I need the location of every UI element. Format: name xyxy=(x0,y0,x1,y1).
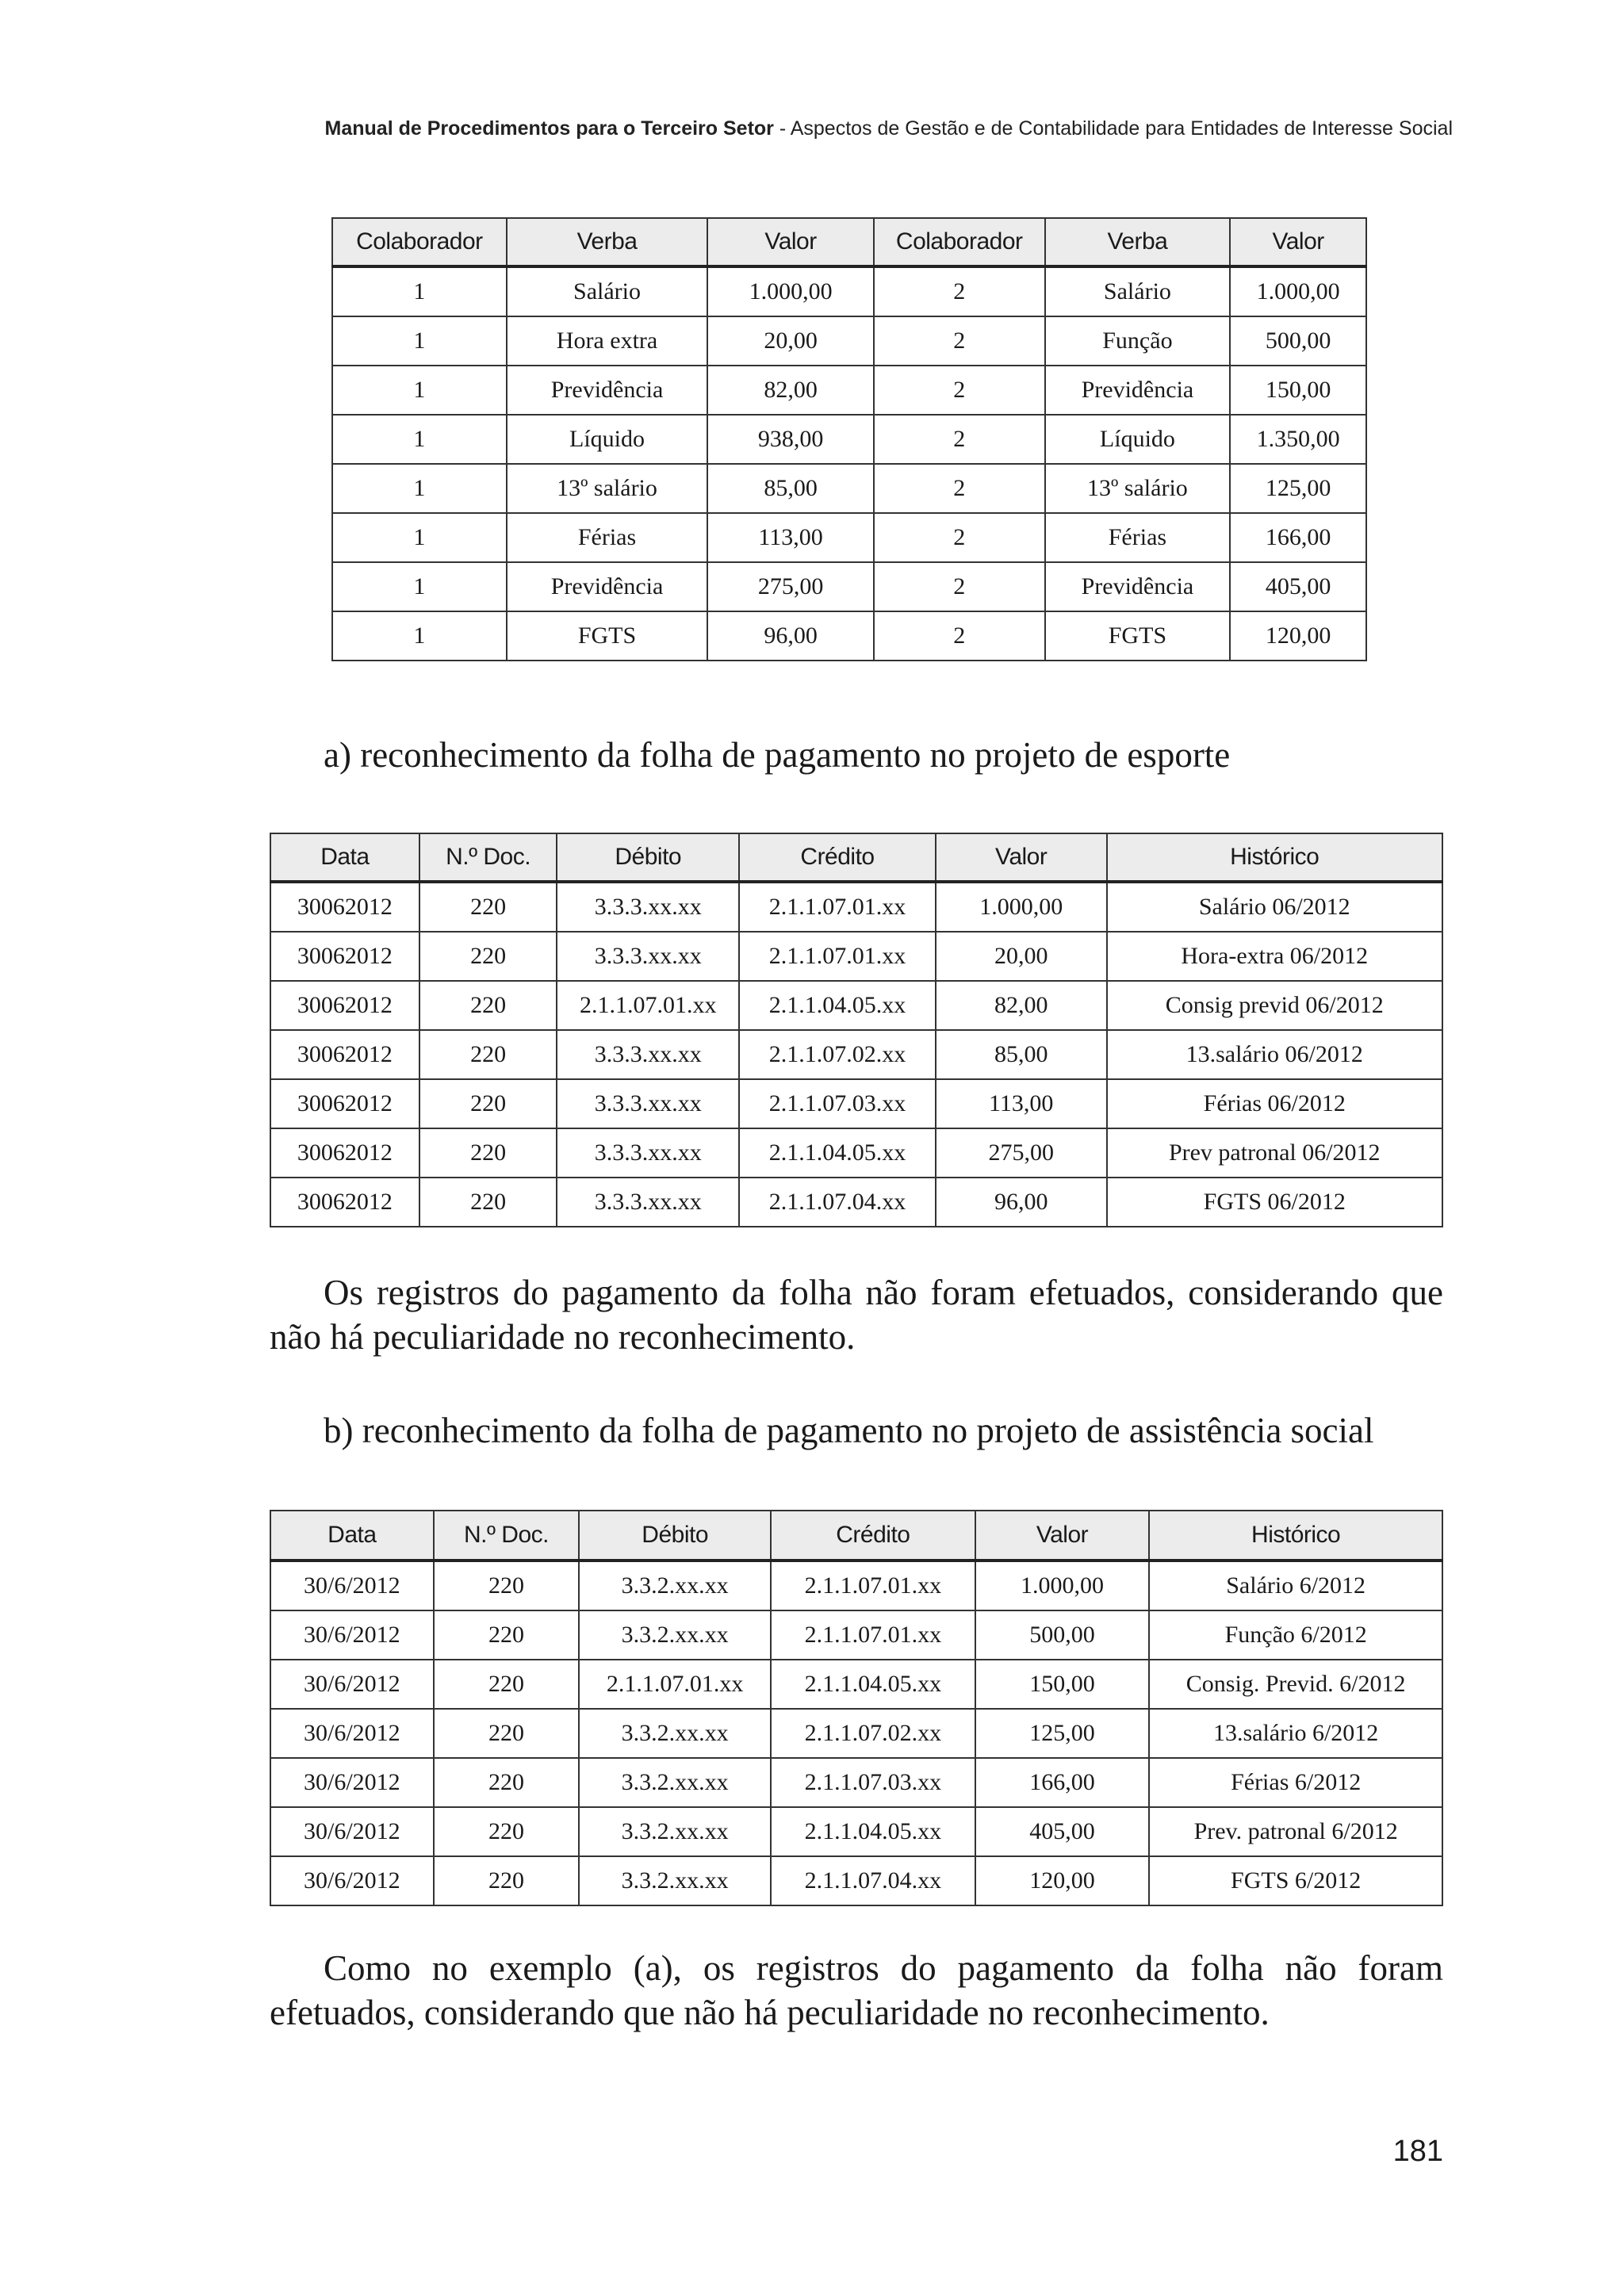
column-header: Valor xyxy=(936,833,1107,882)
table-row xyxy=(332,366,1366,415)
table-cell: 2 xyxy=(874,316,1045,366)
table-cell: Prev patronal 06/2012 xyxy=(1107,1128,1443,1178)
table-cell: 2.1.1.07.04.xx xyxy=(739,1178,936,1227)
column-header: Data xyxy=(270,1511,434,1561)
section-heading-b: b) reconhecimento da folha de pagamento no projeto de assistência social xyxy=(324,1411,1374,1450)
journal-entries-sports-table xyxy=(270,833,1443,1227)
table-cell: 30/6/2012 xyxy=(270,1660,434,1709)
column-header: Crédito xyxy=(771,1511,975,1561)
journal-entries-social-table xyxy=(270,1510,1443,1906)
table-cell: 120,00 xyxy=(1230,611,1366,661)
table-cell: 1.000,00 xyxy=(975,1561,1150,1610)
table-cell: 2.1.1.04.05.xx xyxy=(771,1807,975,1856)
table-cell: Salário xyxy=(507,266,708,316)
column-header: Valor xyxy=(707,218,874,266)
running-header xyxy=(317,117,1453,140)
table-cell: Férias xyxy=(1045,513,1231,562)
table-cell: 3.3.3.xx.xx xyxy=(557,882,739,932)
table-cell: 2 xyxy=(874,366,1045,415)
table-cell: 3.3.2.xx.xx xyxy=(579,1561,771,1610)
table-cell: 30/6/2012 xyxy=(270,1709,434,1758)
table-cell: 220 xyxy=(434,1807,580,1856)
table-cell: 2 xyxy=(874,611,1045,661)
table-row xyxy=(270,932,1442,981)
table-cell: 1 xyxy=(332,562,507,611)
table-cell: Hora extra xyxy=(507,316,708,366)
column-header: Verba xyxy=(1045,218,1231,266)
column-header: N.º Doc. xyxy=(419,833,557,882)
column-header: N.º Doc. xyxy=(434,1511,580,1561)
table-cell: 30062012 xyxy=(270,882,419,932)
table-cell: 1 xyxy=(332,415,507,464)
table-row xyxy=(270,1128,1442,1178)
table-cell: 96,00 xyxy=(936,1178,1107,1227)
table-row xyxy=(332,611,1366,661)
table-cell: Salário xyxy=(1045,266,1231,316)
table-cell: 2.1.1.07.02.xx xyxy=(771,1709,975,1758)
table-row xyxy=(270,1856,1442,1905)
table-cell: FGTS xyxy=(1045,611,1231,661)
table-row xyxy=(270,1079,1442,1128)
table-cell: Férias 06/2012 xyxy=(1107,1079,1443,1128)
table-cell: 220 xyxy=(419,882,557,932)
table-cell: 1 xyxy=(332,611,507,661)
table-cell: Líquido xyxy=(507,415,708,464)
table-cell: 275,00 xyxy=(707,562,874,611)
table-cell: 220 xyxy=(419,1079,557,1128)
table-cell: 2.1.1.07.03.xx xyxy=(771,1758,975,1807)
table-cell: 2.1.1.07.01.xx xyxy=(771,1561,975,1610)
table-cell: 2.1.1.07.03.xx xyxy=(739,1079,936,1128)
table-row xyxy=(332,513,1366,562)
table-cell: 220 xyxy=(434,1758,580,1807)
table-row xyxy=(270,1561,1442,1610)
table-cell: Salário 6/2012 xyxy=(1149,1561,1442,1610)
table-cell: 85,00 xyxy=(707,464,874,513)
table-cell: 2.1.1.07.01.xx xyxy=(739,932,936,981)
table-header-row xyxy=(332,218,1366,266)
table-cell: 120,00 xyxy=(975,1856,1150,1905)
table-cell: FGTS xyxy=(507,611,708,661)
table-cell: Consig. Previd. 6/2012 xyxy=(1149,1660,1442,1709)
table-row xyxy=(332,415,1366,464)
table-cell: 30/6/2012 xyxy=(270,1758,434,1807)
table-cell: 166,00 xyxy=(1230,513,1366,562)
table-cell: 30062012 xyxy=(270,932,419,981)
table-cell: 3.3.3.xx.xx xyxy=(557,1030,739,1079)
table-row xyxy=(270,981,1442,1030)
table-cell: 3.3.2.xx.xx xyxy=(579,1856,771,1905)
table-cell: 1 xyxy=(332,266,507,316)
table-cell: 166,00 xyxy=(975,1758,1150,1807)
table-cell: Previdência xyxy=(1045,366,1231,415)
table-cell: 30/6/2012 xyxy=(270,1561,434,1610)
table-cell: Líquido xyxy=(1045,415,1231,464)
table-cell: 2 xyxy=(874,266,1045,316)
table-cell: 3.3.3.xx.xx xyxy=(557,1178,739,1227)
table-cell: Consig previd 06/2012 xyxy=(1107,981,1443,1030)
column-header: Verba xyxy=(507,218,708,266)
table-cell: 500,00 xyxy=(975,1610,1150,1660)
table-cell: 3.3.3.xx.xx xyxy=(557,932,739,981)
table-cell: Hora-extra 06/2012 xyxy=(1107,932,1443,981)
table-row xyxy=(270,1660,1442,1709)
table-cell: 30062012 xyxy=(270,1079,419,1128)
table-cell: 1.350,00 xyxy=(1230,415,1366,464)
paragraph-social-note: Como no exemplo (a), os registros do pagamento da folha não foram efetuados, considerando que não há peculiaridade no reconhecimento. xyxy=(270,1948,1443,2032)
table-cell: 82,00 xyxy=(707,366,874,415)
table-cell: 96,00 xyxy=(707,611,874,661)
column-header: Débito xyxy=(557,833,739,882)
table-cell: FGTS 6/2012 xyxy=(1149,1856,1442,1905)
table-cell: 2.1.1.07.04.xx xyxy=(771,1856,975,1905)
table-row xyxy=(332,464,1366,513)
table-cell: 113,00 xyxy=(936,1079,1107,1128)
table-cell: 30/6/2012 xyxy=(270,1856,434,1905)
table-cell: 220 xyxy=(419,1178,557,1227)
running-header-title: Manual de Procedimentos para o Terceiro Setor xyxy=(324,117,774,140)
column-header: Histórico xyxy=(1149,1511,1442,1561)
table-cell: 275,00 xyxy=(936,1128,1107,1178)
table-cell: 2 xyxy=(874,513,1045,562)
table-cell: Férias 6/2012 xyxy=(1149,1758,1442,1807)
table-cell: Previdência xyxy=(1045,562,1231,611)
column-header: Valor xyxy=(1230,218,1366,266)
table-row xyxy=(270,882,1442,932)
table-cell: 2.1.1.07.02.xx xyxy=(739,1030,936,1079)
payroll-items-table xyxy=(331,217,1367,661)
table-cell: 125,00 xyxy=(975,1709,1150,1758)
page-number: 181 xyxy=(1392,2135,1443,2168)
table-cell: 150,00 xyxy=(1230,366,1366,415)
table-cell: 2.1.1.04.05.xx xyxy=(739,1128,936,1178)
table-cell: 220 xyxy=(419,932,557,981)
table-row xyxy=(270,1610,1442,1660)
table-cell: 3.3.2.xx.xx xyxy=(579,1758,771,1807)
column-header: Valor xyxy=(975,1511,1150,1561)
table-cell: 2 xyxy=(874,464,1045,513)
table-cell: Previdência xyxy=(507,366,708,415)
table-row xyxy=(270,1807,1442,1856)
table-cell: 1.000,00 xyxy=(707,266,874,316)
table-cell: 3.3.2.xx.xx xyxy=(579,1807,771,1856)
table-cell: 405,00 xyxy=(975,1807,1150,1856)
table-cell: Função 6/2012 xyxy=(1149,1610,1442,1660)
table-cell: 2.1.1.07.01.xx xyxy=(739,882,936,932)
table-cell: 1.000,00 xyxy=(936,882,1107,932)
table-cell: 220 xyxy=(434,1709,580,1758)
table-cell: 220 xyxy=(434,1561,580,1610)
table-cell: 30/6/2012 xyxy=(270,1807,434,1856)
column-header: Data xyxy=(270,833,419,882)
table-header-row xyxy=(270,833,1442,882)
table-row xyxy=(270,1709,1442,1758)
table-cell: 2.1.1.04.05.xx xyxy=(739,981,936,1030)
table-cell: 2 xyxy=(874,415,1045,464)
table-cell: 1 xyxy=(332,464,507,513)
table-cell: 1 xyxy=(332,513,507,562)
table-row xyxy=(332,316,1366,366)
column-header: Colaborador xyxy=(332,218,507,266)
table-cell: 85,00 xyxy=(936,1030,1107,1079)
table-row xyxy=(332,562,1366,611)
table-cell: 3.3.3.xx.xx xyxy=(557,1128,739,1178)
table-cell: 220 xyxy=(434,1610,580,1660)
column-header: Crédito xyxy=(739,833,936,882)
table-cell: 1 xyxy=(332,316,507,366)
table-cell: Prev. patronal 6/2012 xyxy=(1149,1807,1442,1856)
column-header: Débito xyxy=(579,1511,771,1561)
table-cell: 405,00 xyxy=(1230,562,1366,611)
table-cell: 82,00 xyxy=(936,981,1107,1030)
table-cell: 2.1.1.07.01.xx xyxy=(771,1610,975,1660)
section-heading-a: a) reconhecimento da folha de pagamento no projeto de esporte xyxy=(324,735,1231,775)
table-row xyxy=(270,1030,1442,1079)
paragraph-sports-note: Os registros do pagamento da folha não foram efetuados, considerando que não há peculiaridade no reconhecimento. xyxy=(270,1273,1443,1357)
table-cell: 30062012 xyxy=(270,981,419,1030)
table-cell: 500,00 xyxy=(1230,316,1366,366)
table-row xyxy=(270,1178,1442,1227)
table-cell: 30062012 xyxy=(270,1128,419,1178)
table-cell: 220 xyxy=(419,1030,557,1079)
table-cell: FGTS 06/2012 xyxy=(1107,1178,1443,1227)
table-cell: 30062012 xyxy=(270,1178,419,1227)
table-cell: 1.000,00 xyxy=(1230,266,1366,316)
table-cell: 220 xyxy=(434,1660,580,1709)
table-cell: 220 xyxy=(419,1128,557,1178)
column-header: Histórico xyxy=(1107,833,1443,882)
table-cell: Função xyxy=(1045,316,1231,366)
table-cell: 20,00 xyxy=(707,316,874,366)
table-cell: 150,00 xyxy=(975,1660,1150,1709)
column-header: Colaborador xyxy=(874,218,1045,266)
table-cell: 938,00 xyxy=(707,415,874,464)
running-header-subtitle: - Aspectos de Gestão e de Contabilidade para Entidades de Interesse Social xyxy=(773,117,1453,140)
table-cell: 125,00 xyxy=(1230,464,1366,513)
table-row xyxy=(332,266,1366,316)
table-cell: 220 xyxy=(434,1856,580,1905)
table-cell: 1 xyxy=(332,366,507,415)
table-cell: 2 xyxy=(874,562,1045,611)
table-cell: 3.3.2.xx.xx xyxy=(579,1709,771,1758)
table-cell: 3.3.3.xx.xx xyxy=(557,1079,739,1128)
table-cell: Salário 06/2012 xyxy=(1107,882,1443,932)
table-cell: 30062012 xyxy=(270,1030,419,1079)
table-cell: 220 xyxy=(419,981,557,1030)
table-cell: 3.3.2.xx.xx xyxy=(579,1610,771,1660)
table-cell: 13.salário 6/2012 xyxy=(1149,1709,1442,1758)
table-cell: 20,00 xyxy=(936,932,1107,981)
table-cell: Previdência xyxy=(507,562,708,611)
table-cell: 13º salário xyxy=(1045,464,1231,513)
table-cell: 2.1.1.07.01.xx xyxy=(579,1660,771,1709)
table-cell: 113,00 xyxy=(707,513,874,562)
table-cell: 30/6/2012 xyxy=(270,1610,434,1660)
table-cell: 13.salário 06/2012 xyxy=(1107,1030,1443,1079)
table-row xyxy=(270,1758,1442,1807)
table-cell: Férias xyxy=(507,513,708,562)
table-cell: 2.1.1.04.05.xx xyxy=(771,1660,975,1709)
table-cell: 2.1.1.07.01.xx xyxy=(557,981,739,1030)
table-cell: 13º salário xyxy=(507,464,708,513)
table-header-row xyxy=(270,1511,1442,1561)
